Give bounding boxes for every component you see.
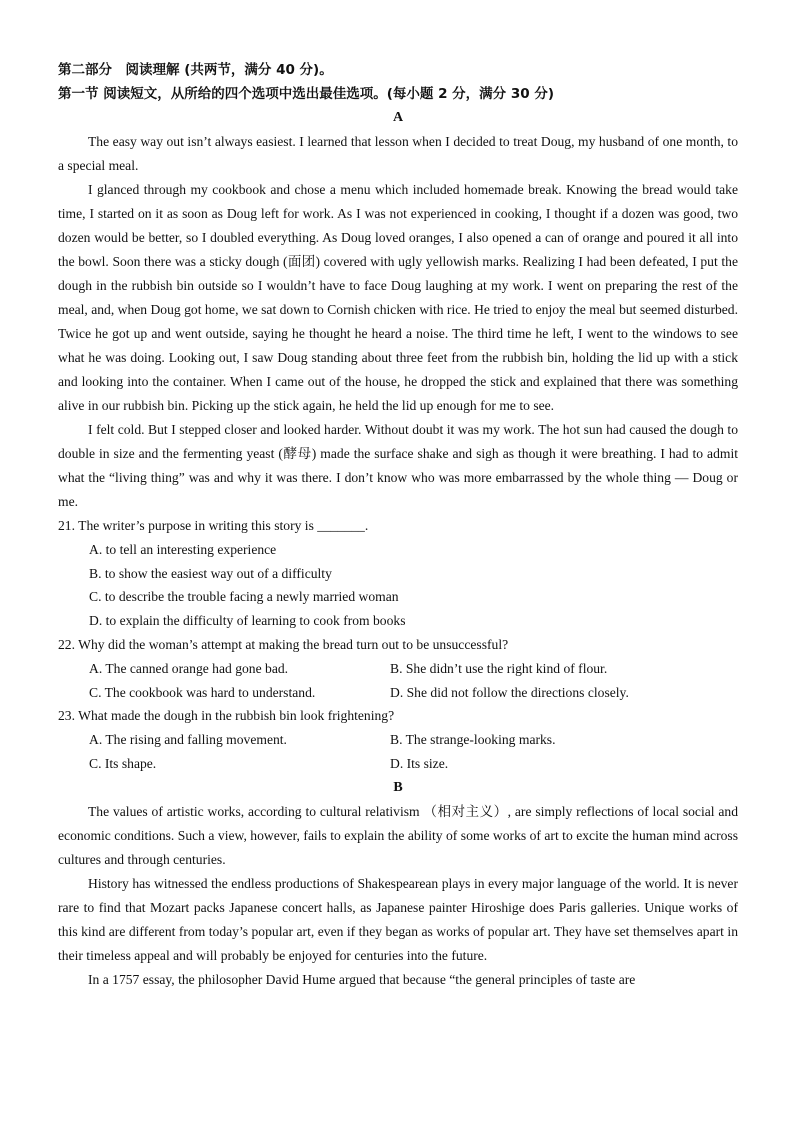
option-d[interactable]: D. She did not follow the directions closely. [390, 684, 629, 700]
passage-a-paragraph: I felt cold. But I stepped closer and looked harder. Without doubt it was my work. The hot sun had caused the dough to double in size and the fermenting yeast (酵母) made the surface shake and sigh as though it were breathing. I had to admit what the “living thing” was and why it was there. I don’t know who was more embarrassed by the whole thing — Doug or me. [58, 422, 738, 509]
question-23 [58, 704, 738, 775]
passage-b-paragraph: In a 1757 essay, the philosopher David Hume argued that because “the general principles of taste are [88, 971, 636, 987]
option-a[interactable]: A. The canned orange had gone bad. [89, 660, 289, 676]
passage-a-paragraph: The easy way out isn’t always easiest. I learned that lesson when I decided to treat Doug, my husband of one month, to a special meal. [58, 134, 738, 173]
passage-b-paragraph: History has witnessed the endless productions of Shakespearean plays in every major language of the world. It is never rare to find that Mozart packs Japanese concert halls, as Japanese painter Hiroshige does Paris galleries. Unique works of this kind are different from today’s popular art, even if they began as works of popular art. They have set themselves apart in their timeless appeal and will probably be enjoyed for centuries into the future. [58, 875, 738, 963]
option-b[interactable]: B. The strange-looking marks. [390, 732, 556, 748]
section-title: 第一节 阅读短文，从所给的四个选项中选出最佳选项。(每小题 2 分，满分 30 分) [58, 86, 555, 102]
question-stem: 21. The writer’s purpose in writing this story is _______. [58, 518, 369, 533]
option-d[interactable]: D. Its size. [390, 755, 449, 771]
passage-a-paragraph: I glanced through my cookbook and chose a menu which included homemade break. Knowing the bread would take time, I started on it as soon as Doug left for work. As I was not experienced in cooking, I thought if a dozen was good, two dozen would be better, so I doubled everything. As Doug loved oranges, I also opened a can of orange and poured it all into the bowl. Soon there was a sticky dough (面团) covered with ugly yellowish marks. Realizing I had been defeated, I put the dough in the rubbish bin outside so I wouldn’t have to face Doug laughing at my work. I went on preparing the rest of the meal, and, when Doug got home, we sat down to Cornish chicken with rice. He tried to enjoy the meal but seemed disturbed. Twice he got up and went outside, saying he thought he heard a noise. The third time he left, I went to the windows to see what he was doing. Looking out, I saw Doug standing about three feet from the rubbish bin, holding the lid up with a stick and looking into the container. When I came out of the house, he dropped the stick and explained that there was something alive in our rubbish bin. Picking up the stick again, he held the lid up enough for me to see. [58, 182, 738, 413]
option-b[interactable]: B. She didn’t use the right kind of flour. [390, 660, 608, 676]
option-d[interactable]: D. to explain the difficulty of learning to cook from books [89, 613, 406, 629]
question-21 [58, 514, 738, 633]
option-c[interactable]: C. Its shape. [89, 755, 157, 771]
passage-b-label: B [393, 779, 403, 795]
option-a[interactable]: A. The rising and falling movement. [89, 732, 287, 748]
option-c[interactable]: C. to describe the trouble facing a newly married woman [89, 589, 399, 605]
exam-page [58, 58, 738, 992]
passage-b-paragraph: The values of artistic works, according to cultural relativism （相对主义）, are simply reflections of local social and economic conditions. Such a view, however, fails to explain the ability of some works of art to excite the human mind across cultures and through centuries. [58, 803, 738, 867]
option-b[interactable]: B. to show the easiest way out of a difficulty [89, 565, 332, 581]
part-title: 第二部分 阅读理解 (共两节，满分 40 分)。 [58, 62, 333, 78]
passage-a-label: A [392, 110, 404, 125]
question-stem: 22. Why did the woman’s attempt at making the bread turn out to be unsuccessful? [58, 636, 509, 652]
option-a[interactable]: A. to tell an interesting experience [89, 541, 277, 557]
question-stem: 23. What made the dough in the rubbish bin look frightening? [58, 708, 395, 724]
question-22 [58, 633, 738, 704]
option-c[interactable]: C. The cookbook was hard to understand. [89, 684, 316, 700]
